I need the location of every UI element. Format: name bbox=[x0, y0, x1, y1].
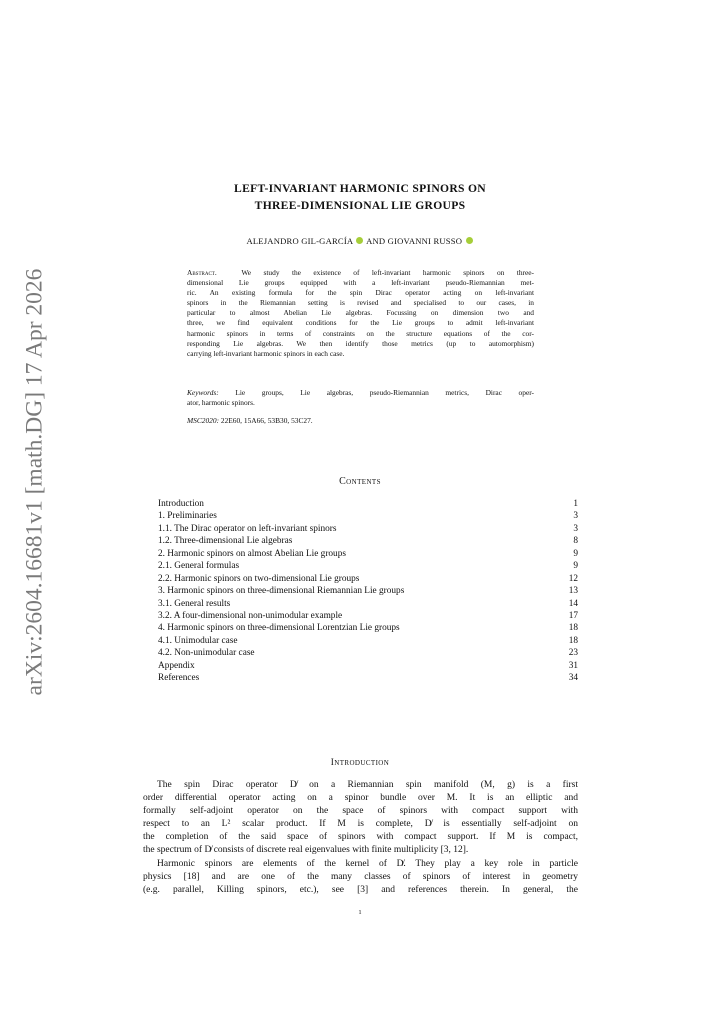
body-line: physics [18] and are one of the many classes of spinors of interest in geometry bbox=[143, 871, 578, 882]
contents-heading: Contents bbox=[339, 476, 381, 487]
introduction-paragraph-2 bbox=[143, 858, 578, 897]
toc-entry[interactable] bbox=[158, 598, 578, 610]
author-2-name: GIOVANNI RUSSO bbox=[387, 236, 463, 246]
toc-entry-label: 4.1. Unimodular case bbox=[158, 635, 238, 646]
toc-entry[interactable] bbox=[158, 535, 578, 547]
body-line: formally self-adjoint operator on the space of spinors with compact support with bbox=[143, 806, 578, 817]
page-number: 1 bbox=[358, 909, 362, 916]
toc-entry-page: 8 bbox=[573, 536, 578, 547]
toc-entry[interactable] bbox=[158, 548, 578, 560]
toc-entry-label: Introduction bbox=[158, 499, 204, 509]
toc-entry[interactable] bbox=[158, 510, 578, 522]
msc-codes: 22E60, 15A66, 53B30, 53C27. bbox=[220, 416, 313, 425]
abstract-line: spinors in the Riemannian setting is revised and specialised to our cases, in bbox=[187, 298, 534, 308]
toc-entry-label: 3.1. General results bbox=[158, 598, 231, 609]
toc-entry-label: 1. Preliminaries bbox=[158, 511, 217, 522]
toc-entry-label: 1.2. Three-dimensional Lie algebras bbox=[158, 536, 293, 547]
toc-entry[interactable] bbox=[158, 498, 578, 510]
authors bbox=[150, 236, 570, 246]
toc-entry-page: 18 bbox=[568, 623, 578, 634]
arxiv-identifier-stamp bbox=[14, 268, 56, 696]
msc-classification bbox=[187, 416, 534, 426]
keywords-line: Keywords: Lie groups, Lie algebras, pseudo-Riemannian metrics, Dirac oper- bbox=[187, 388, 534, 397]
toc-entry-page: 18 bbox=[568, 635, 578, 646]
msc-label: MSC2020: bbox=[187, 416, 220, 425]
toc-entry-label: 3.2. A four-dimensional non-unimodular example bbox=[158, 610, 343, 621]
toc-entry-page: 9 bbox=[573, 548, 578, 559]
paper-title-line-2: THREE-DIMENSIONAL LIE GROUPS bbox=[254, 199, 466, 212]
toc-entry-label: 3. Harmonic spinors on three-dimensional Riemannian Lie groups bbox=[158, 586, 405, 597]
toc-entry-page: 3 bbox=[573, 511, 578, 522]
abstract-line: Abstract. We study the existence of left-invariant harmonic spinors on three- bbox=[187, 268, 535, 277]
toc-entry[interactable] bbox=[158, 635, 578, 647]
orcid-icon[interactable] bbox=[356, 237, 363, 244]
toc-entry-label: References bbox=[158, 673, 200, 684]
body-line: the completion of the said space of spinors with compact support. If M is compact, bbox=[143, 832, 578, 843]
introduction-paragraph-1 bbox=[143, 779, 578, 858]
toc-entry-page: 1 bbox=[573, 499, 578, 509]
body-line: The spin Dirac operator D̸ on a Riemannian spin manifold (M, g) is a first bbox=[157, 780, 578, 790]
toc-entry-page: 13 bbox=[568, 586, 578, 597]
toc-entry[interactable] bbox=[158, 523, 578, 535]
author-1-name: ALEJANDRO GIL-GARCÍA bbox=[246, 236, 353, 246]
body-line: the spectrum of D̸ consists of discrete real eigenvalues with finite multiplicity [3, 12]. bbox=[143, 845, 469, 856]
abstract-line: dimensional Lie groups equipped with a left-invariant pseudo-Riemannian met- bbox=[187, 278, 534, 288]
body-line: respect to an L² scalar product. If M is complete, D̸ is essentially self-adjoint on bbox=[143, 819, 578, 830]
toc-entry[interactable] bbox=[158, 647, 578, 659]
toc-entry-page: 17 bbox=[568, 610, 578, 621]
keywords-line: ator, harmonic spinors. bbox=[187, 398, 255, 408]
table-of-contents bbox=[158, 498, 578, 685]
abstract-line: harmonic spinors in terms of constraints on the structure equations of the cor- bbox=[187, 328, 534, 338]
author-connector: AND bbox=[366, 236, 386, 246]
abstract-line: particular to almost Abelian Lie algebras. Focussing on dimension two and bbox=[187, 308, 534, 318]
abstract-label: Abstract. bbox=[187, 268, 217, 277]
toc-entry-page: 14 bbox=[568, 598, 578, 609]
toc-entry-label: 2.1. General formulas bbox=[158, 561, 240, 572]
abstract-line: ric. An existing formula for the spin Dirac operator acting on left-invariant bbox=[187, 288, 534, 298]
toc-entry[interactable] bbox=[158, 622, 578, 634]
abstract bbox=[187, 268, 534, 359]
toc-entry[interactable] bbox=[158, 573, 578, 585]
body-line: order differential operator acting on a spinor bundle over M. It is an elliptic and bbox=[143, 793, 578, 804]
introduction-heading: Introduction bbox=[330, 758, 390, 768]
toc-entry-label: Appendix bbox=[158, 660, 195, 671]
body-line: (e.g. parallel, Killing spinors, etc.), see [3] and references therein. In general, the bbox=[143, 884, 578, 895]
abstract-line: three, we find equivalent conditions for the Lie groups to admit left-invariant bbox=[187, 318, 534, 328]
orcid-icon[interactable] bbox=[466, 237, 473, 244]
toc-entry[interactable] bbox=[158, 660, 578, 672]
arxiv-stamp-text: arXiv:2604.16681v1 [math.DG] 17 Apr 2026 bbox=[21, 268, 48, 696]
toc-entry[interactable] bbox=[158, 585, 578, 597]
toc-entry-page: 3 bbox=[573, 523, 578, 534]
keywords-label: Keywords: bbox=[187, 388, 219, 397]
toc-entry-label: 4. Harmonic spinors on three-dimensional Lorentzian Lie groups bbox=[158, 623, 400, 634]
keywords bbox=[187, 388, 534, 408]
toc-entry-page: 31 bbox=[568, 660, 578, 671]
abstract-line: carrying left-invariant harmonic spinors in each case. bbox=[187, 348, 345, 358]
toc-entry[interactable] bbox=[158, 560, 578, 572]
toc-entry-label: 4.2. Non-unimodular case bbox=[158, 648, 255, 659]
toc-entry-page: 34 bbox=[568, 673, 578, 684]
toc-entry-label: 1.1. The Dirac operator on left-invariant spinors bbox=[158, 523, 337, 534]
toc-entry-label: 2. Harmonic spinors on almost Abelian Lie groups bbox=[158, 548, 346, 559]
paper-title-line-1: LEFT-INVARIANT HARMONIC SPINORS ON bbox=[234, 182, 486, 195]
toc-entry-page: 9 bbox=[573, 561, 578, 572]
toc-entry[interactable] bbox=[158, 672, 578, 684]
toc-entry[interactable] bbox=[158, 610, 578, 622]
toc-entry-page: 12 bbox=[568, 573, 578, 584]
toc-entry-label: 2.2. Harmonic spinors on two-dimensional Lie groups bbox=[158, 573, 360, 584]
toc-entry-page: 23 bbox=[568, 648, 578, 659]
body-line: Harmonic spinors are elements of the kernel of D̸. They play a key role in particle bbox=[157, 858, 578, 869]
abstract-line: responding Lie algebras. We then identify those metrics (up to automorphism) bbox=[187, 338, 534, 348]
